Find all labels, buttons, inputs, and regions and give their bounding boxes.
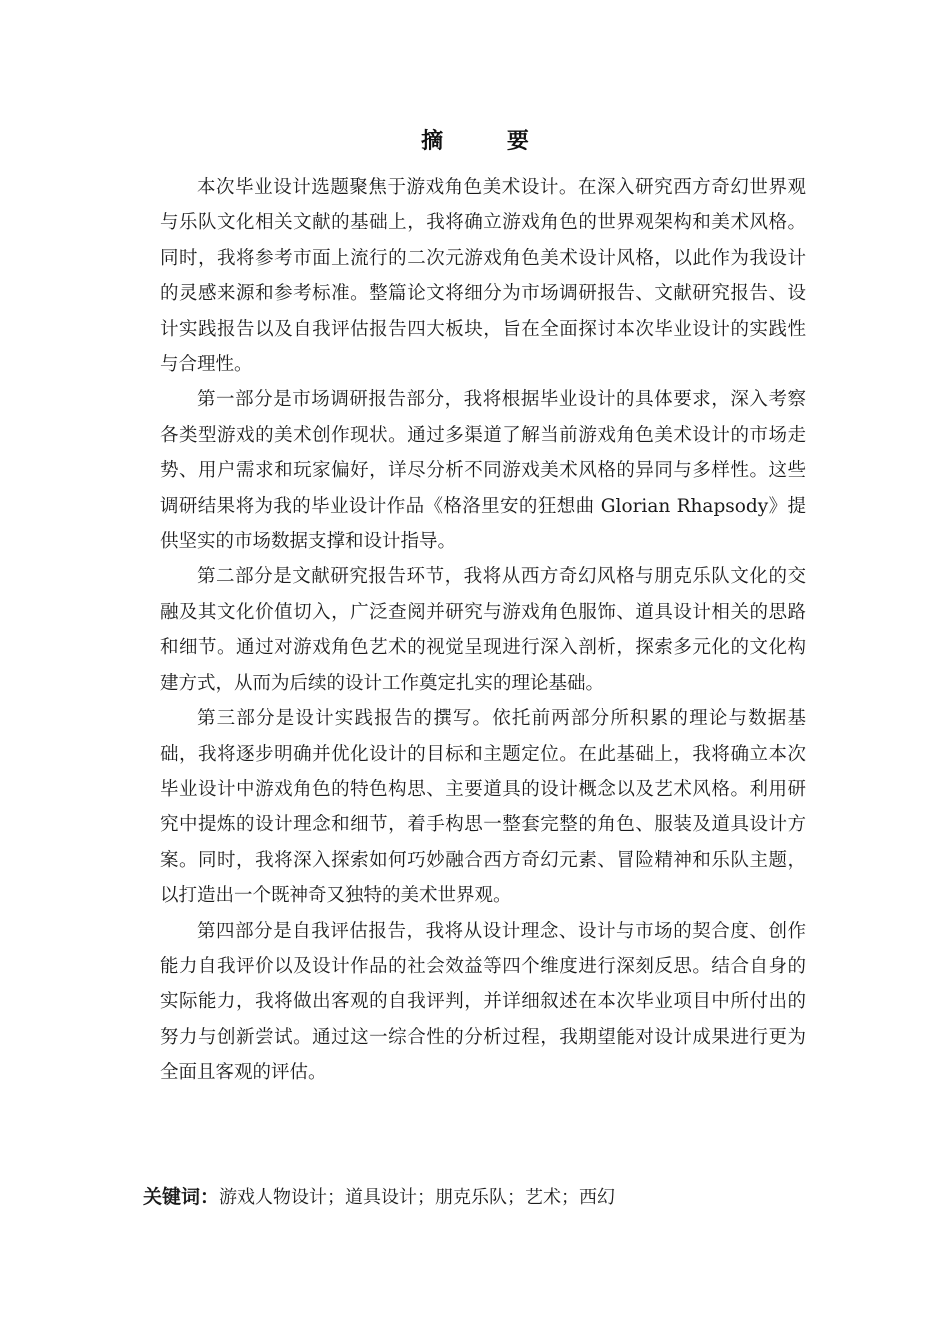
abstract-body — [160, 170, 806, 1091]
paragraph: 第二部分是文献研究报告环节，我将从西方奇幻风格与朋克乐队文化的交融及其文化价值切入，广泛查阅并研究与游戏角色服饰、道具设计相关的思路和细节。通过对游戏角色艺术的视觉呈现进行深入剖析，探索多元化的文化构建方式，从而为后续的设计工作奠定扎实的理论基础。 — [160, 566, 806, 694]
paragraph: 第一部分是市场调研报告部分，我将根据毕业设计的具体要求，深入考察各类型游戏的美术创作现状。通过多渠道了解当前游戏角色美术设计的市场走势、用户需求和玩家偏好，详尽分析不同游戏美术风格的异同与多样性。这些调研结果将为我的毕业设计作品《格洛里安的狂想曲 Glorian Rhapsody》提供坚实的市场数据支撑和设计指导。 — [160, 389, 806, 553]
keywords-label: 关键词： — [143, 1186, 220, 1208]
paragraph: 第四部分是自我评估报告，我将从设计理念、设计与市场的契合度、创作能力自我评价以及设计作品的社会效益等四个维度进行深刻反思。结合自身的实际能力，我将做出客观的自我评判，并详细叙述在本次毕业项目中所付出的努力与创新尝试。通过这一综合性的分析过程，我期望能对设计成果进行更为全面且客观的评估。 — [160, 920, 806, 1084]
paragraph: 第三部分是设计实践报告的撰写。依托前两部分所积累的理论与数据基础，我将逐步明确并优化设计的目标和主题定位。在此基础上，我将确立本次毕业设计中游戏角色的特色构思、主要道具的设计概念以及艺术风格。利用研究中提炼的设计理念和细节，着手构思一整套完整的角色、服装及道具设计方案。同时，我将深入探索如何巧妙融合西方奇幻元素、冒险精神和乐队主题，以打造出一个既神奇又独特的美术世界观。 — [160, 708, 806, 907]
keywords-list: 游戏人物设计；道具设计；朋克乐队；艺术；西幻 — [219, 1187, 616, 1208]
page-title: 摘 要 — [421, 129, 557, 154]
paragraph: 本次毕业设计选题聚焦于游戏角色美术设计。在深入研究西方奇幻世界观与乐队文化相关文献的基础上，我将确立游戏角色的世界观架构和美术风格。同时，我将参考市面上流行的二次元游戏角色美术设计风格，以此作为我设计的灵感来源和参考标准。整篇论文将细分为市场调研报告、文献研究报告、设计实践报告以及自我评估报告四大板块，旨在全面探讨本次毕业设计的实践性与合理性。 — [160, 177, 806, 376]
keywords-line — [143, 1182, 823, 1213]
